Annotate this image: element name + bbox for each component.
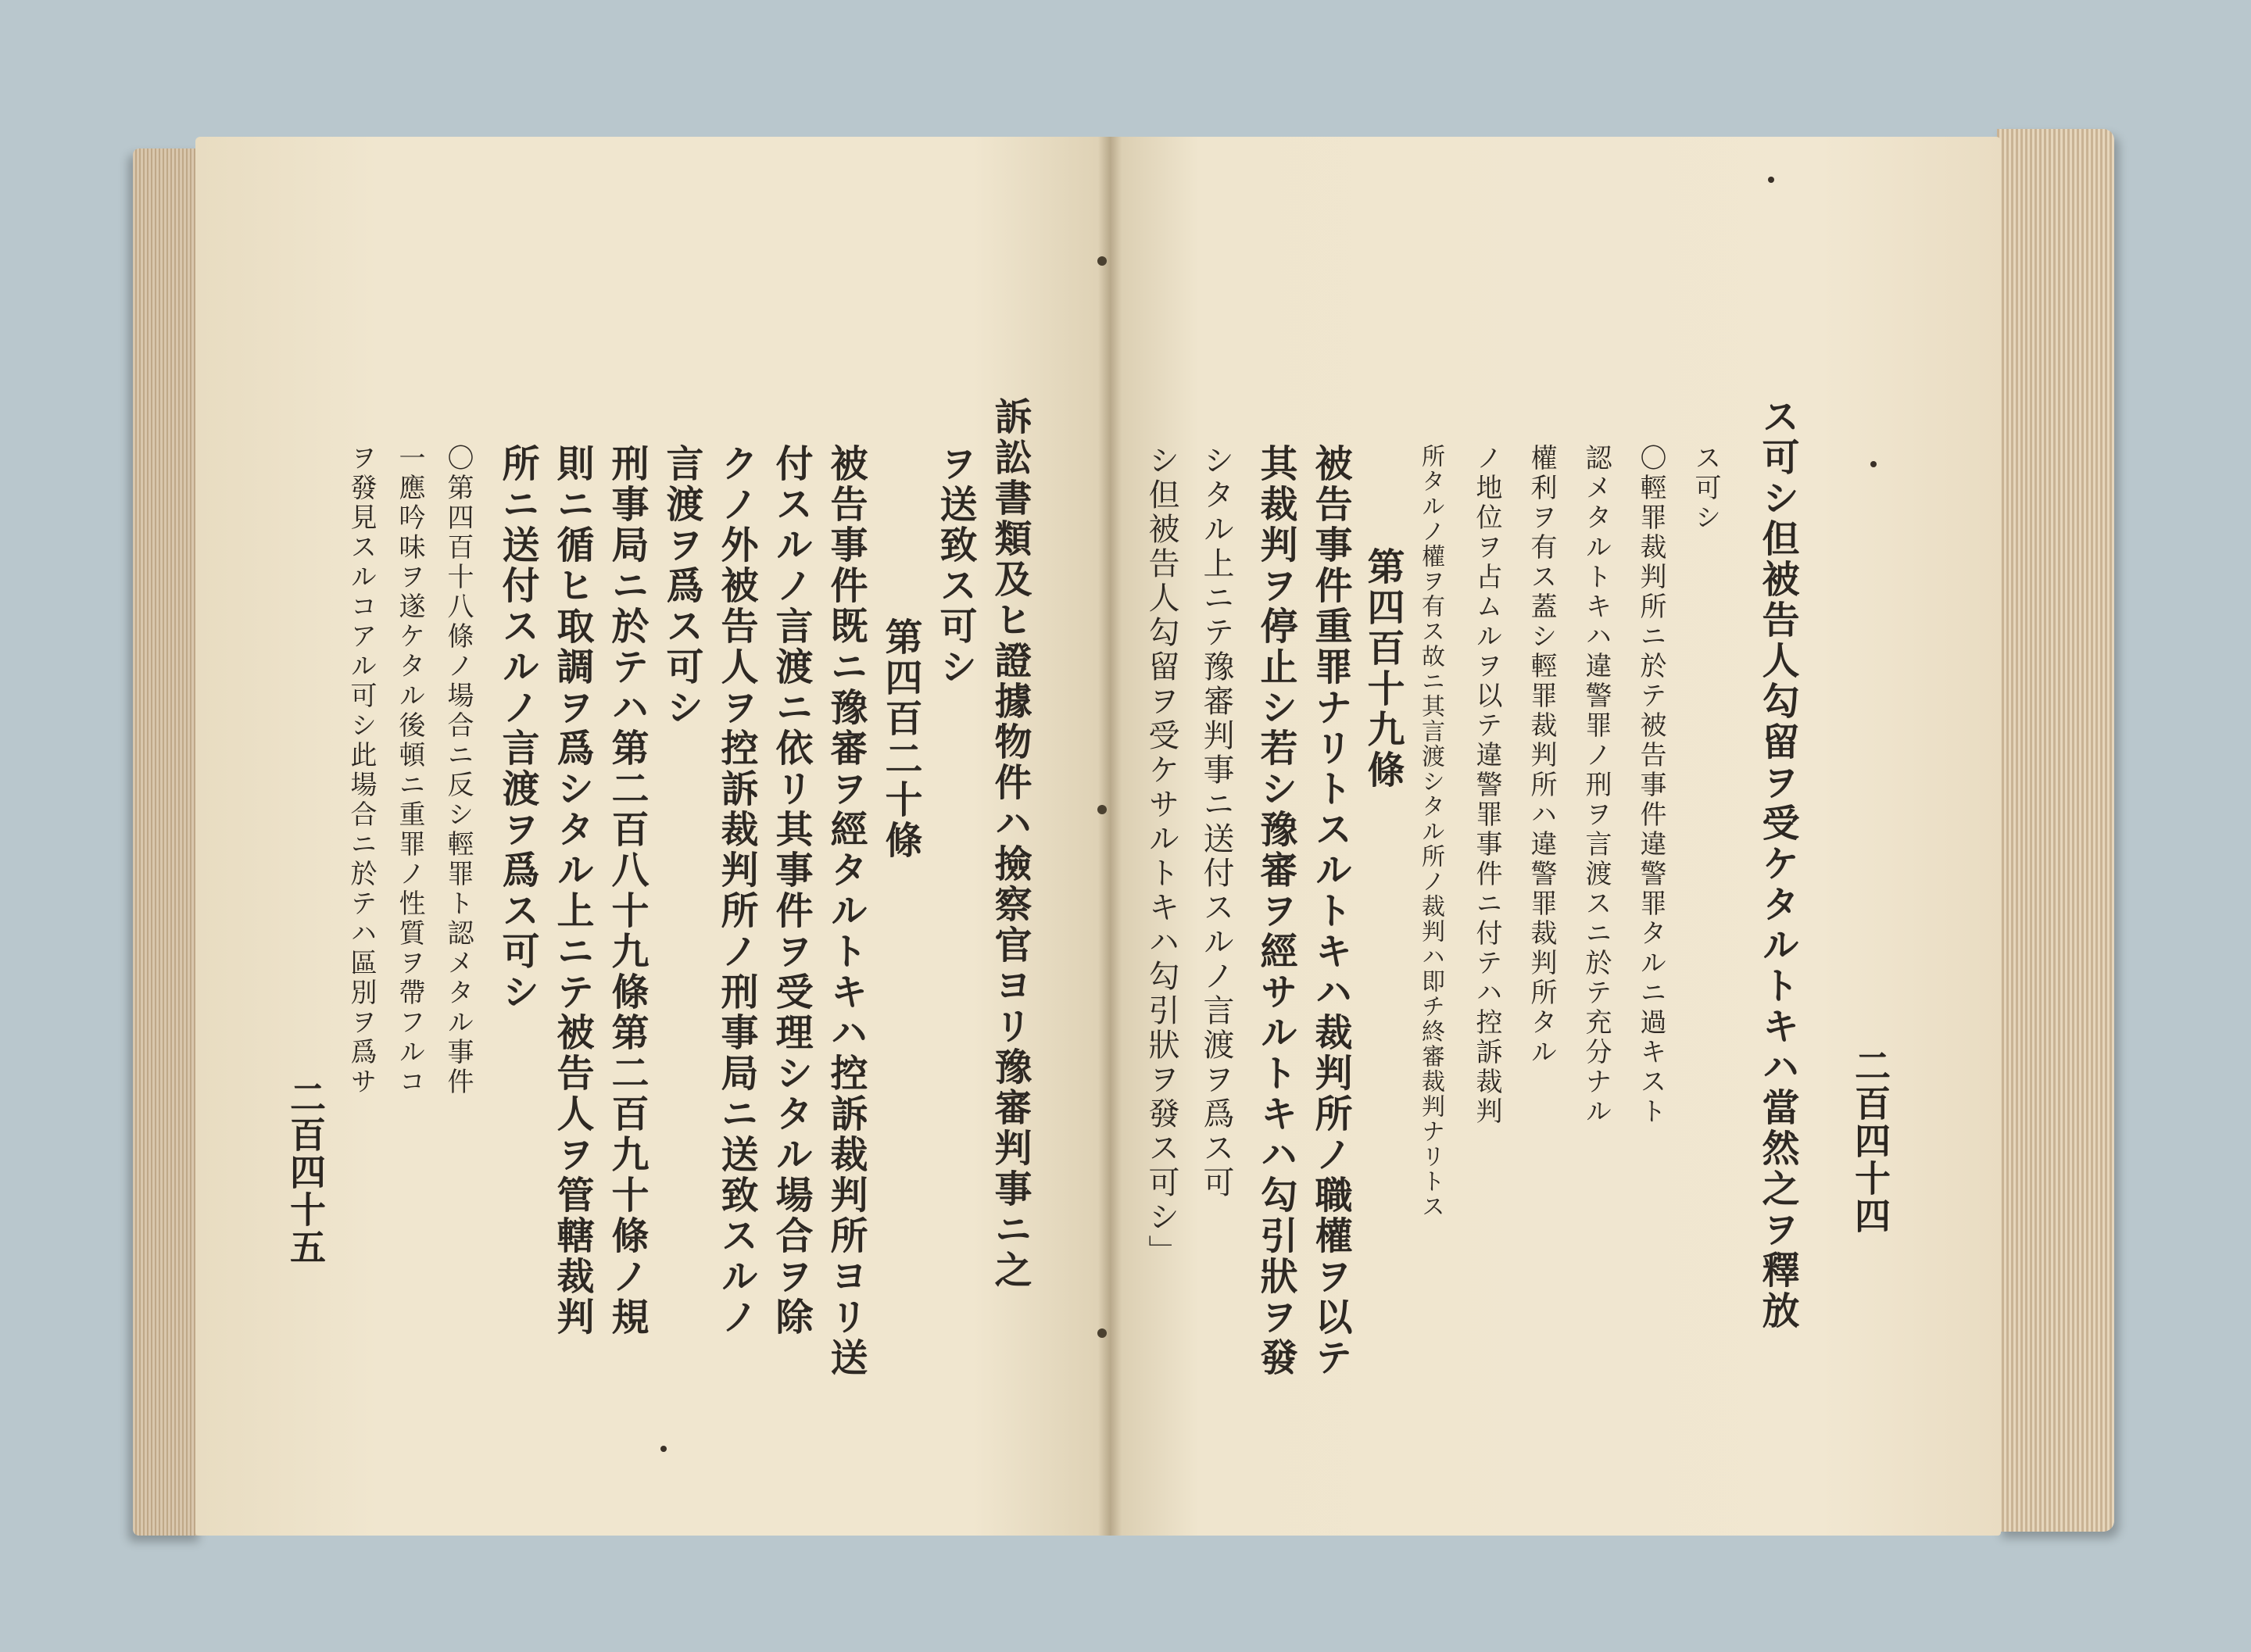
right-page-column: シ但被告人勾留ヲ受ケサルトキハ勾引狀ヲ發ス可シ」 <box>1143 444 1179 1269</box>
left-page-column: 則ニ循ヒ取調ヲ爲シタル上ニテ被告人ヲ管轄裁判 <box>550 444 594 1338</box>
right-page-column: 被告事件重罪ナリトスルトキハ裁判所ノ職權ヲ以テ <box>1308 444 1352 1378</box>
book-gutter <box>1098 137 1122 1536</box>
left-page-column: 一應吟味ヲ遂ケタル後頓ニ重罪ノ性質ヲ帶フルコ <box>394 444 425 1097</box>
right-page-column: 權利ヲ有ス蓋シ輕罪裁判所ハ違警罪裁判所タル <box>1526 444 1557 1067</box>
page-speck <box>1768 177 1774 183</box>
left-page-column: 被告事件既ニ豫審ヲ經タルトキハ控訴裁判所ヨリ送 <box>824 444 868 1378</box>
right-page-column: 其裁判ヲ停止シ若シ豫審ヲ經サルトキハ勾引狀ヲ發 <box>1254 444 1297 1378</box>
page-speck <box>1870 461 1877 467</box>
right-page-article-heading: 第四百十九條 <box>1361 547 1405 791</box>
right-page-column: 認メタルトキハ違警罪ノ刑ヲ言渡スニ於テ充分ナル <box>1580 444 1612 1127</box>
binding-stitch <box>1097 805 1107 814</box>
left-page-number: 二百四十五 <box>285 1078 327 1266</box>
binding-stitch <box>1097 1328 1107 1338</box>
binding-stitch <box>1097 256 1107 266</box>
left-page-column: 付スルノ言渡ニ依リ其事件ヲ受理シタル場合ヲ除 <box>769 444 813 1338</box>
right-page-column: ノ地位ヲ占ムルヲ以テ違警罪事件ニ付テハ控訴裁判 <box>1471 444 1502 1127</box>
left-page-column: ヲ發見スルコアル可シ此場合ニ於テハ區別ヲ爲サ <box>345 444 377 1097</box>
right-page-edges <box>1997 129 2114 1532</box>
left-page-column: 言渡ヲ爲ス可シ <box>660 444 703 728</box>
left-page-column: 訴訟書類及ヒ證據物件ハ撿察官ヨリ豫審判事ニ之 <box>988 397 1032 1291</box>
left-page-edges <box>133 148 203 1536</box>
left-page-article-heading: 第四百二十條 <box>879 617 922 861</box>
left-page-column: 〇第四百十八條ノ場合ニ反シ輕罪ト認メタル事件 <box>442 444 474 1097</box>
left-page-column: 刑事局ニ於テハ第二百八十九條第二百九十條ノ規 <box>605 444 649 1338</box>
right-page-column: 所タルノ權ヲ有ス故ニ其言渡シタル所ノ裁判ハ即チ終審裁判ナリトス <box>1417 444 1444 1219</box>
right-page-number: 二百四十四 <box>1849 1047 1891 1235</box>
left-page-column: ヲ送致ス可シ <box>933 444 977 688</box>
right-page-column: 〇輕罪裁判所ニ於テ被告事件違警罪タルニ過キスト <box>1635 444 1666 1127</box>
left-page-column: 所ニ送付スルノ言渡ヲ爲ス可シ <box>496 444 539 1013</box>
page-speck <box>660 1446 667 1452</box>
left-page-column: クノ外被告人ヲ控訴裁判所ノ刑事局ニ送致スルノ <box>714 444 758 1338</box>
right-page-column: ス可シ但被告人勾留ヲ受ケタルトキハ當然之ヲ釋放 <box>1755 397 1799 1332</box>
right-page-column: シタル上ニテ豫審判事ニ送付スルノ言渡ヲ爲ス可 <box>1198 444 1234 1200</box>
right-page-column: ス可シ <box>1690 444 1721 533</box>
